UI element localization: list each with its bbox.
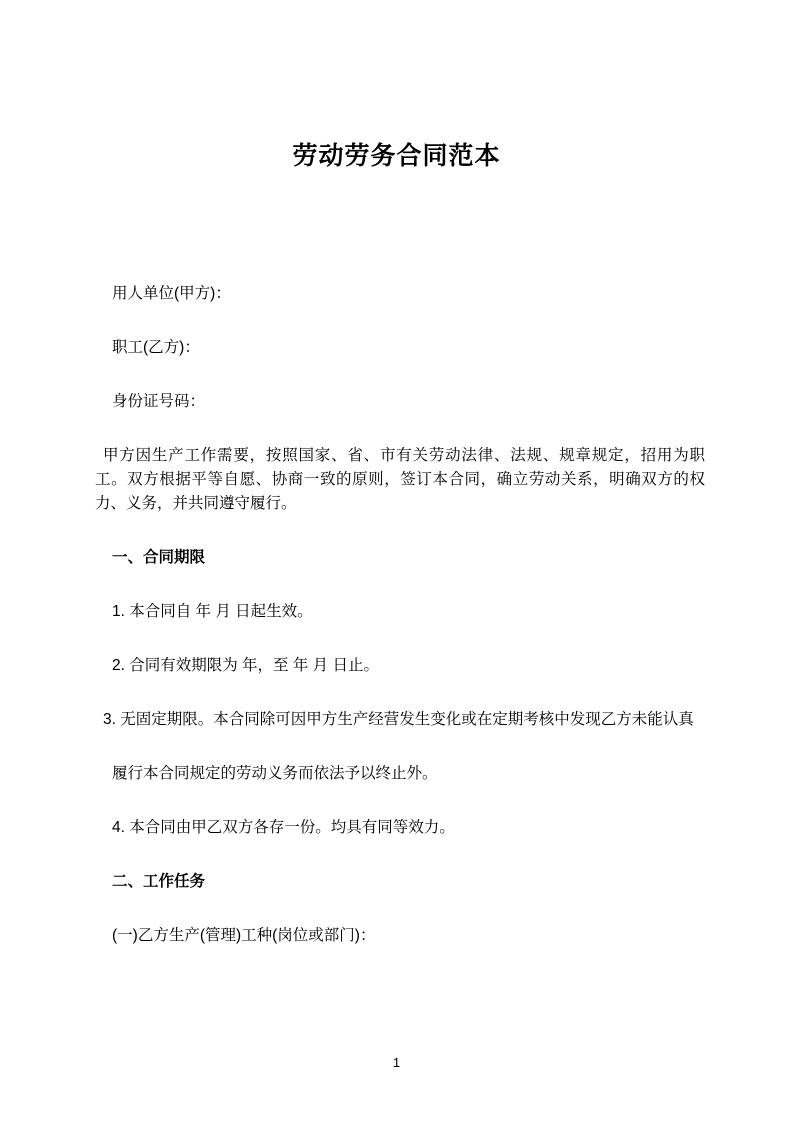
paragraph-employer-field: 用人单位(甲方)： [112, 285, 231, 302]
heading-section-2: 二、工作任务 [112, 873, 206, 891]
page-title: 劳动劳务合同范本 [292, 142, 501, 170]
page-number: 1 [392, 1055, 401, 1070]
paragraph-clause-1-3-continued: 履行本合同规定的劳动义务而依法予以终止外。 [112, 765, 438, 783]
paragraph-employee-field: 职工(乙方)： [112, 339, 200, 357]
paragraph-clause-1-1: 1. 本合同自 年 月 日起生效。 [112, 603, 313, 621]
paragraph-id-number-field: 身份证号码： [112, 393, 206, 411]
heading-section-1: 一、合同期限 [112, 549, 206, 567]
paragraph-clause-1-2: 2. 合同有效期限为 年，至 年 月 日止。 [112, 657, 379, 675]
paragraph-clause-2-1: (一)乙方生产(管理)工种(岗位或部门)： [112, 927, 376, 945]
document-body [95, 282, 705, 978]
paragraph-clause-1-3: 3. 无固定期限。本合同除可因甲方生产经营发生变化或在定期考核中发现乙方未能认真 [103, 711, 694, 729]
paragraph-preamble: 甲方因生产工作需要，按照国家、省、市有关劳动法律、法规、规章规定，招用为职工。双方根据平等自愿、协商一致的原则，签订本合同，确立劳动关系，明确双方的权力、义务，并共同遵守履行。 [95, 447, 705, 513]
paragraph-clause-1-4: 4. 本合同由甲乙双方各存一份。均具有同等效力。 [112, 819, 455, 837]
